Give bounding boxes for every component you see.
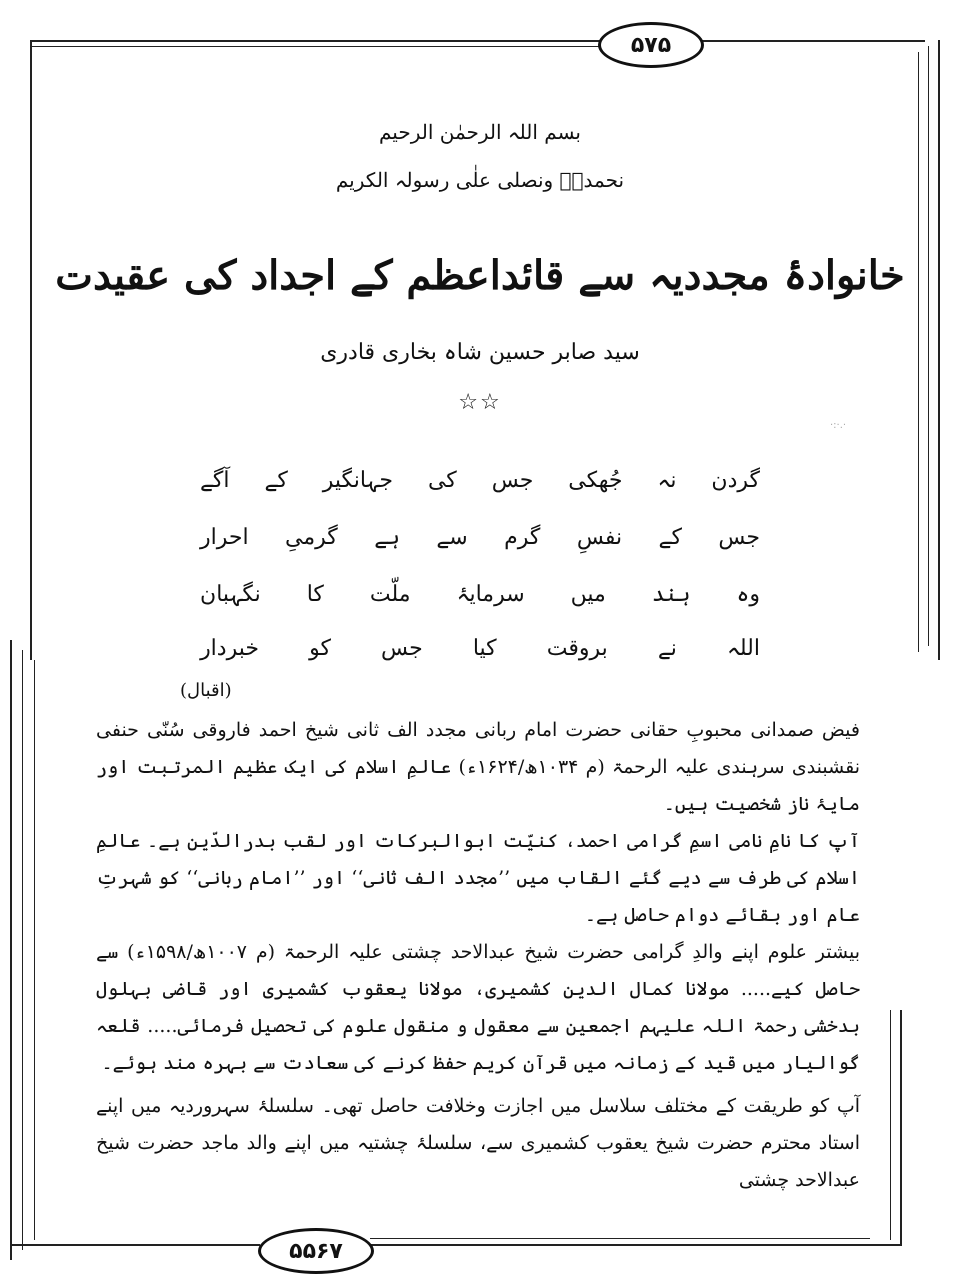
frame-bottom-line-inner [370,1238,870,1239]
poem-word: جہانگیر [322,468,394,493]
poem-word: جس [491,468,534,493]
poem-word: نفسِ [576,525,623,550]
poem-word: احرار [200,525,249,550]
frame-right-bottom-inner [890,1010,891,1240]
frame-bottom-right-line [370,1244,900,1246]
poem-word: ہے [374,525,400,550]
poem-word: کیا [472,636,497,661]
poem-line-4 [200,636,760,661]
poem-word: بروقت [546,636,608,661]
poem-word: جس [718,525,760,550]
poem-word: ملّت [369,582,411,607]
poem-word: وہ [736,582,760,607]
poem-line-2 [200,525,760,550]
poem-word: نہ [657,468,677,493]
scan-speck: ·:·.· [830,420,847,431]
bottom-page-number: ۵۵۶۷ [258,1228,374,1274]
frame-top-line-inner [30,46,600,47]
frame-left-bottom-outer [10,640,12,1260]
poem-line-1 [200,468,760,493]
poem-word: نے [657,636,677,661]
salutation-line: نحمدہٗ ونصلی علٰی رسولہ الکریم [335,168,625,192]
poem-word: آگے [200,468,230,493]
poem-word: گردن [711,468,760,493]
poem-word: سے [436,525,468,550]
frame-right-bottom [900,1010,902,1246]
body-paragraph-2: آپ کا نامِ نامی اسمِ گرامی احمد، کنیّت ابوالبرکات اور لقب بدرالدّین ہے۔ عالمِ اسلام کی طرف سے دیے گئے القاب میں ’’مجدد الف ثانی‘‘ اور ’’امام ربانی‘‘ کو شہرتِ عام اور بقائے دوام حاصل ہے۔ [96,830,860,926]
poem-line-3 [200,582,760,607]
poem-word: جُھکی [568,468,623,493]
star-separator: ☆☆ [458,390,502,415]
poem-word: گرمیِ [285,525,338,550]
poem-word: کے [658,525,682,550]
top-page-number: ۵۷۵ [598,22,704,68]
frame-top-line [30,40,600,42]
poem-word: کے [264,468,288,493]
frame-left-bottom-inner-2 [34,660,35,1240]
body-paragraph-4: آپ کو طریقت کے مختلف سلاسل میں اجازت وخلافت حاصل تھی۔ سلسلۂ سہروردیہ میں اپنے استاد محترم حضرت شیخ یعقوب کشمیری سے، سلسلۂ چشتیہ میں اپنے والد ماجد حضرت شیخ عبدالاحد چشتی [96,1095,860,1191]
poem-word: کا [306,582,324,607]
body-paragraph-1: فیض صمدانی محبوبِ حقانی حضرت امام ربانی مجدد الف ثانی شیخ احمد فاروقی سُنّی حنفی نقشبندی سرہندی علیہ الرحمۃ (م ۱۰۳۴ھ/۱۶۲۴ء) عالمِ اسلام کی ایک عظیم المرتبت اور مایۂ ناز شخصیت ہیں۔ [96,719,860,815]
body-paragraph-3: بیشتر علوم اپنے والدِ گرامی حضرت شیخ عبدالاحد چشتی علیہ الرحمۃ (م ۱۰۰۷ھ/۱۵۹۸ء) سے حاصل کیے..... مولانا کمال الدین کشمیری، مولانا یعقوب کشمیری اور قاضی بہلول بدخشی رحمۃ اللہ علیہم اجمعین سے معقول و منقول علوم کی تحصیل فرمائی..... قلعہ گوالیار میں قید کے زمانہ میں قرآن کریم حفظ کرنے کی سعادت سے بہرہ مند ہوئے۔ [96,941,860,1074]
poem-word: میں [570,582,606,607]
poem-word: کو [309,636,331,661]
poem-word: خبردار [200,636,259,661]
poem-word: گرم [504,525,541,550]
poem-word: کی [427,468,457,493]
poem-word: سرمایۂ [456,582,525,607]
frame-bottom-line [10,1244,260,1246]
poem-word: نگہبان [200,582,261,607]
poem-attribution: (اقبال) [180,680,232,701]
article-title: خانوادۂ مجددیہ سے قائداعظم کے اجداد کی عقیدت [55,252,905,299]
basmala: بسم اللہ الرحمٰن الرحیم [378,120,581,144]
frame-left-bottom-inner [22,650,23,1250]
frame-top-right-line [700,40,925,42]
author-name: سید صابر حسین شاہ بخاری قادری [320,340,640,365]
poem-word: جس [381,636,423,661]
poem-word: اللہ [727,636,760,661]
poem-word: ہند [651,582,691,607]
article-body [96,712,860,1199]
